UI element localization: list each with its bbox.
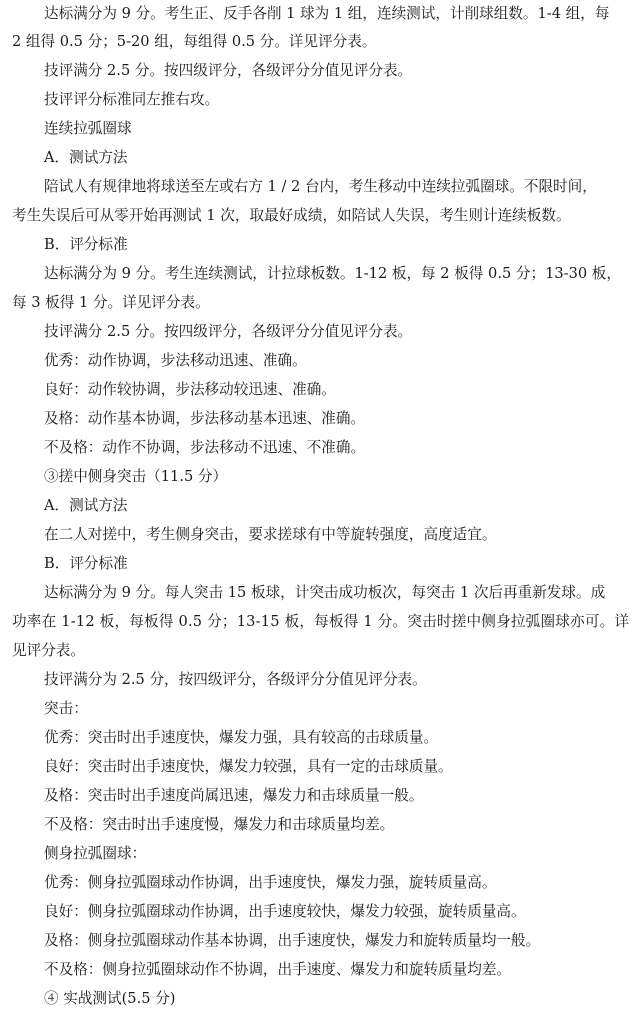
paragraph-line: 技评满分 2.5 分。按四级评分，各级评分分值见评分表。 [44, 323, 413, 340]
subsection-heading: B．评分标准 [44, 236, 128, 253]
grade-line: 优秀：侧身拉弧圈球动作协调，出手速度快，爆发力强，旋转质量高。 [44, 874, 497, 891]
paragraph-line: 每 3 板得 1 分。详见评分表。 [12, 294, 210, 311]
section-heading: ③搓中侧身突击（11.5 分） [44, 468, 228, 485]
grade-line: 优秀：突击时出手速度快，爆发力强，具有较高的击球质量。 [44, 729, 439, 746]
grade-line: 不及格：突击时出手速度慢，爆发力和击球质量均差。 [44, 816, 395, 833]
paragraph-line: 技评评分标准同左推右攻。 [44, 91, 220, 108]
grade-line: 及格：突击时出手速度尚属迅速，爆发力和击球质量一般。 [44, 787, 424, 804]
paragraph-line: 技评满分为 2.5 分，按四级评分，各级评分分值见评分表。 [44, 671, 427, 688]
category-heading: 侧身拉弧圈球： [44, 845, 147, 862]
grade-line: 良好：突击时出手速度快，爆发力较强，具有一定的击球质量。 [44, 758, 453, 775]
section-heading: ④ 实战测试(5.5 分) [44, 990, 176, 1007]
paragraph-line: 在二人对搓中，考生侧身突击，要求搓球有中等旋转强度，高度适宜。 [44, 526, 497, 543]
grade-line: 良好：侧身拉弧圈球动作协调，出手速度较快，爆发力较强，旋转质量高。 [44, 903, 526, 920]
paragraph-line: 达标满分为 9 分。考生正、反手各削 1 球为 1 组，连续测试，计削球组数。1-4 组，每 [44, 5, 610, 22]
section-heading: 连续拉弧圈球 [44, 120, 132, 137]
paragraph-line: 陪试人有规律地将球送至左或右方 1 / 2 台内，考生移动中连续拉弧圈球。不限时间， [44, 178, 597, 195]
grade-line: 不及格：侧身拉弧圈球动作不协调，出手速度、爆发力和旋转质量均差。 [44, 961, 512, 978]
grade-line: 良好：动作较协调，步法移动较迅速、准确。 [44, 381, 336, 398]
grade-line: 及格：动作基本协调，步法移动基本迅速、准确。 [44, 410, 366, 427]
subsection-heading: A．测试方法 [44, 149, 128, 166]
paragraph-line: 技评满分 2.5 分。按四级评分，各级评分分值见评分表。 [44, 62, 413, 79]
grade-line: 不及格：动作不协调，步法移动不迅速、不准确。 [44, 439, 366, 456]
paragraph-line: 达标满分为 9 分。每人突击 15 板球，计突击成功板次，每突击 1 次后再重新发球。成 [44, 584, 606, 601]
category-heading: 突击： [44, 700, 88, 717]
paragraph-line: 2 组得 0.5 分；5-20 组，每组得 0.5 分。详见评分表。 [12, 33, 377, 50]
paragraph-line: 达标满分为 9 分。考生连续测试，计拉球板数。1-12 板，每 2 板得 0.5 分；13-30 板， [44, 265, 621, 282]
grade-line: 优秀：动作协调，步法移动迅速、准确。 [44, 352, 307, 369]
paragraph-line: 功率在 1-12 板，每板得 0.5 分；13-15 板，每板得 1 分。突击时搓中侧身拉弧圈球亦可。详 [12, 613, 630, 630]
paragraph-line: 考生失误后可从零开始再测试 1 次，取最好成绩，如陪试人失误，考生则计连续板数。 [12, 207, 571, 224]
grade-line: 及格：侧身拉弧圈球动作基本协调，出手速度快，爆发力和旋转质量均一般。 [44, 932, 541, 949]
subsection-heading: A．测试方法 [44, 497, 128, 514]
subsection-heading: B．评分标准 [44, 555, 128, 572]
paragraph-line: 见评分表。 [12, 642, 85, 659]
